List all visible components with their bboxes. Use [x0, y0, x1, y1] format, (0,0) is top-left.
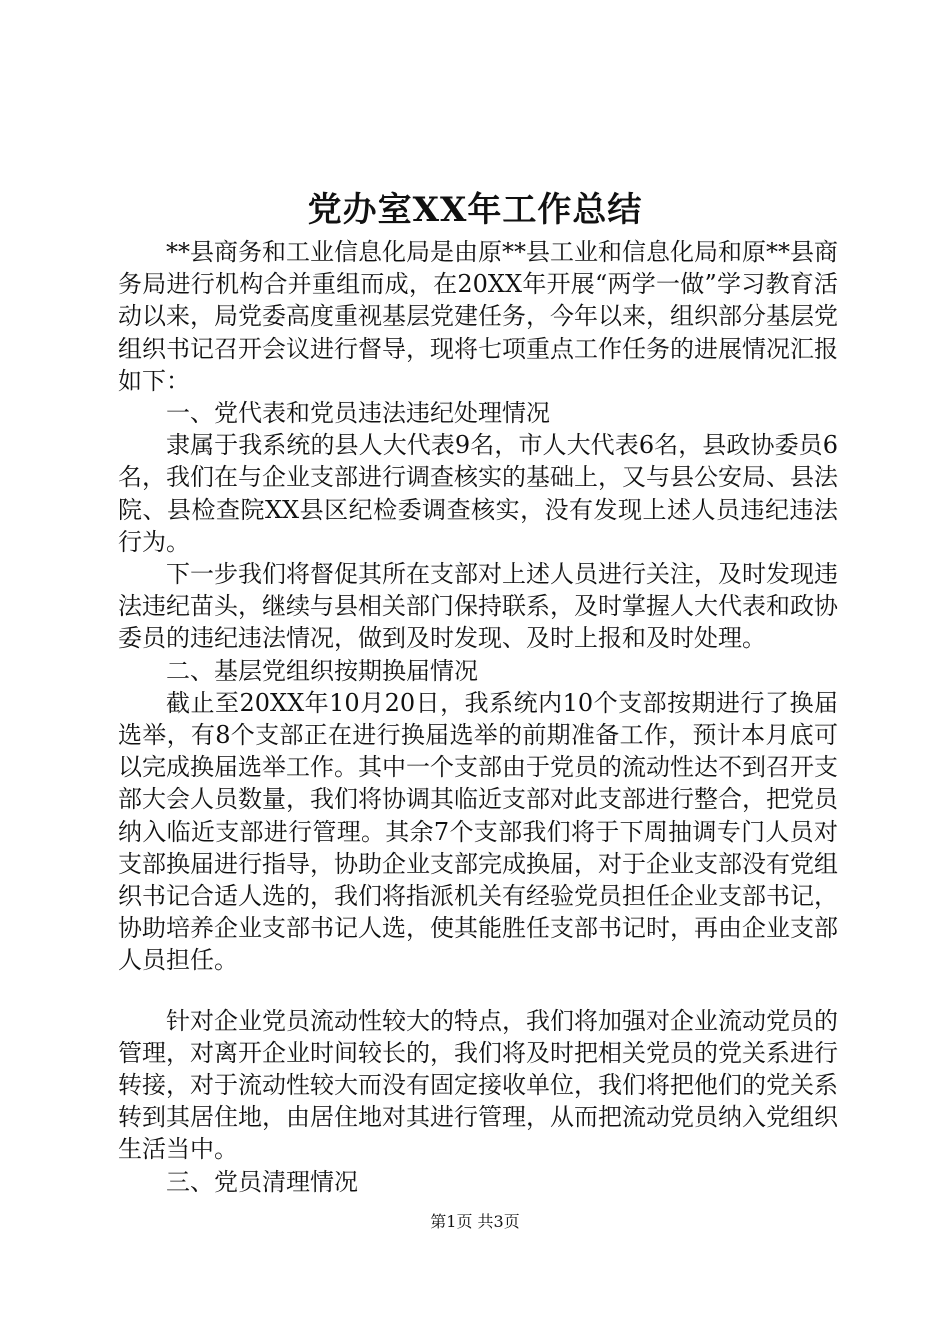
section-heading-2: 二、基层党组织按期换届情况 — [166, 656, 478, 685]
section-heading-1: 一、党代表和党员违法违纪处理情况 — [166, 399, 550, 428]
section-1-paragraph-1: 隶属于我系统的县人大代表9名，市人大代表6名，县政协委员6名，我们在与企业支部进行调查核实的基础上，又与县公安局、县法院、县检查院XX县区纪检委调查核实，没有发现上述人员违纪违法行为。 — [118, 431, 838, 556]
paragraph-gap — [118, 977, 838, 1005]
document-body — [118, 236, 838, 1198]
section-2-paragraph-2: 针对企业党员流动性较大的特点，我们将加强对企业流动党员的管理，对离开企业时间较长的，我们将及时把相关党员的党关系进行转接，对于流动性较大而没有固定接收单位，我们将把他们的党关系转到其居住地，由居住地对其进行管理，从而把流动党员纳入党组织生活当中。 — [118, 1006, 838, 1164]
section-heading-3: 三、党员清理情况 — [166, 1167, 358, 1196]
section-2-paragraph-1: 截止至20XX年10月20日，我系统内10个支部按期进行了换届选举，有8个支部正在进行换届选举的前期准备工作，预计本月底可以完成换届选举工作。其中一个支部由于党员的流动性达不到召开支部大会人员数量，我们将协调其临近支部对此支部进行整合，把党员纳入临近支部进行管理。其余7个支部我们将于下周抽调专门人员对支部换届进行指导，协助企业支部完成换届，对于企业支部没有党组织书记合适人选的，我们将指派机关有经验党员担任企业支部书记，协助培养企业支部书记人选，使其能胜任支部书记时，再由企业支部人员担任。 — [118, 688, 838, 975]
section-1-paragraph-2: 下一步我们将督促其所在支部对上述人员进行关注，及时发现违法违纪苗头，继续与县相关部门保持联系，及时掌握人大代表和政协委员的违纪违法情况，做到及时发现、及时上报和及时处理。 — [118, 560, 838, 653]
intro-paragraph: **县商务和工业信息化局是由原**县工业和信息化局和原**县商务局进行机构合并重组而成，在20XX年开展“两学一做”学习教育活动以来，局党委高度重视基层党建任务，今年以来，组织部分基层党组织书记召开会议进行督导，现将七项重点工作任务的进展情况汇报如下： — [118, 238, 838, 395]
page-number-footer: 第1页 共3页 — [430, 1212, 520, 1231]
document-title: 党办室XX年工作总结 — [307, 190, 643, 230]
